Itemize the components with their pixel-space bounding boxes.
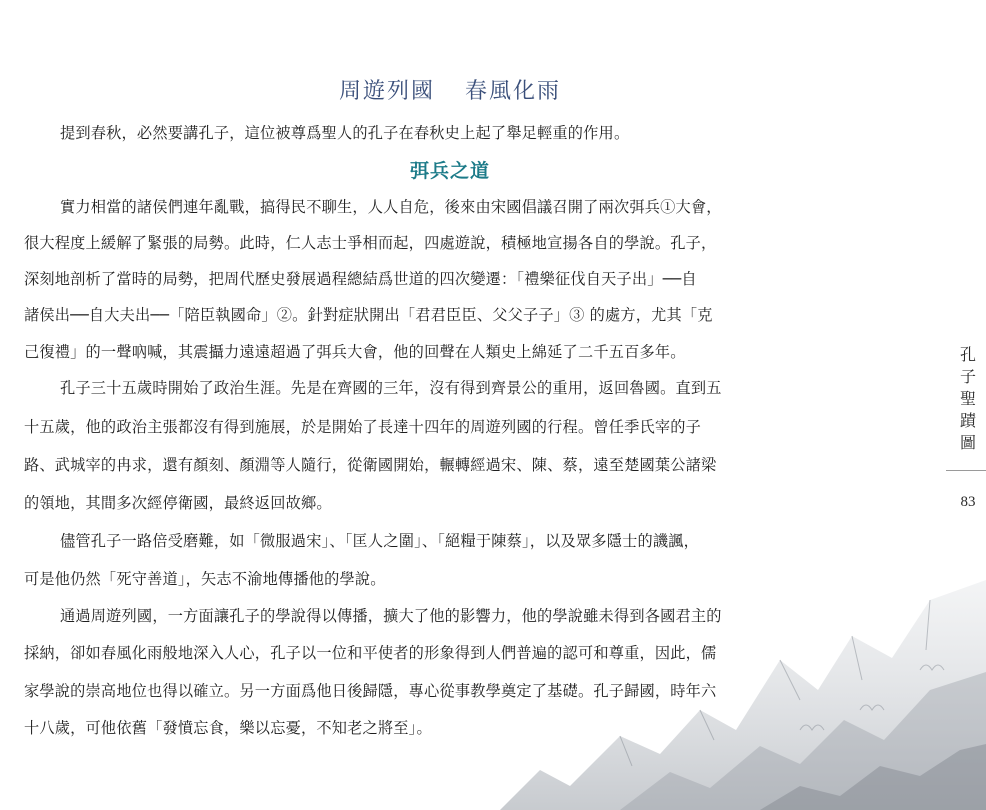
body-line: 十八歲，可他依舊「發憤忘食，樂以忘憂，不知老之將至」。 xyxy=(24,719,432,737)
body-line: 家學說的崇高地位也得以確立。另一方面爲他日後歸隱，專心從事教學奠定了基礎。孔子歸國，時年六 xyxy=(24,682,717,700)
body-line: 孔子三十五歲時開始了政治生涯。先是在齊國的三年，沒有得到齊景公的重用，返回魯國。直到五 xyxy=(60,379,722,397)
body-line: 的領地，其間多次經停衛國，最終返回故鄉。 xyxy=(24,494,332,512)
side-divider xyxy=(946,470,986,471)
body-line: 路、武城宰的冉求，還有顏刻、顏淵等人隨行，從衛國開始，輾轉經過宋、陳、蔡，遠至楚國葉公諸梁 xyxy=(24,456,717,474)
book-title-vertical: 孔子聖蹟圖 xyxy=(959,345,976,452)
intro-paragraph: 提到春秋，必然要講孔子，這位被尊爲聖人的孔子在春秋史上起了舉足輕重的作用。 xyxy=(60,124,630,142)
body-line: 諸侯出──自大夫出──「陪臣執國命」②。針對症狀開出「君君臣臣、父父子子」③ 的處方，尤其「克 xyxy=(24,306,713,324)
chapter-title-right: 春風化雨 xyxy=(465,79,562,104)
body-line: 儘管孔子一路倍受磨難，如「微服過宋」、「匡人之圍」、「絕糧于陳蔡」，以及眾多隱士的譏諷， xyxy=(60,532,700,550)
body-line: 己復禮」的一聲吶喊，其震攝力遠遠超過了弭兵大會，他的回聲在人類史上綿延了二千五百多年。 xyxy=(24,343,686,361)
body-line: 很大程度上緩解了緊張的局勢。此時，仁人志士爭相而起，四處遊說，積極地宣揚各自的學說。孔子， xyxy=(24,234,717,252)
body-line: 深刻地剖析了當時的局勢，把周代歷史發展過程總結爲世道的四次變遷：「禮樂征伐自天子出」──自 xyxy=(24,270,697,288)
chapter-title xyxy=(0,74,900,105)
page-number: 83 xyxy=(960,494,976,510)
chapter-title-left: 周遊列國 xyxy=(338,79,435,104)
body-line: 可是他仍然「死守善道」，矢志不渝地傳播他的學說。 xyxy=(24,570,386,588)
body-line: 通過周遊列國，一方面讓孔子的學說得以傳播，擴大了他的影響力，他的學說雖未得到各國君主的 xyxy=(60,607,722,625)
body-line: 實力相當的諸侯們連年亂戰，搞得民不聊生，人人自危，後來由宋國倡議召開了兩次弭兵①大會， xyxy=(60,198,722,216)
section-heading: 弭兵之道 xyxy=(409,160,490,182)
body-line: 採納，卻如春風化雨般地深入人心，孔子以一位和平使者的形象得到人們普遍的認可和尊重，因此，儒 xyxy=(24,644,717,662)
body-line: 十五歲，他的政治主張都沒有得到施展，於是開始了長達十四年的周遊列國的行程。曾任季氏宰的子 xyxy=(24,418,702,436)
